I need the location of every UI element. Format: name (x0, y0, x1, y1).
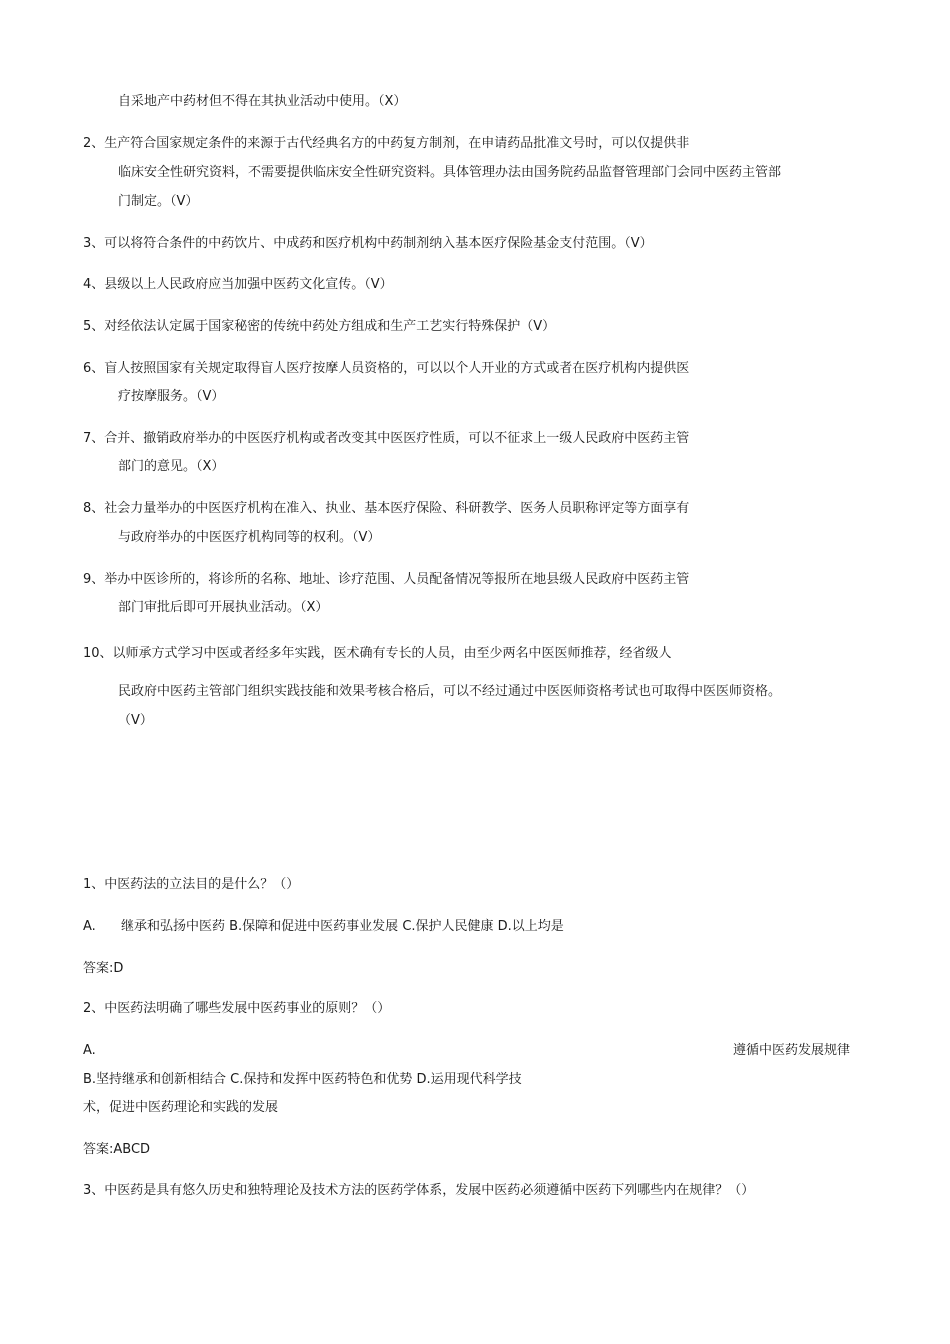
choice-q2-options-line-3: 术，促进中医药理论和实践的发展 (83, 1100, 279, 1115)
choice-q3-question: 3、中医药是具有悠久历史和独特理论及技术方法的医药学体系，发展中医药必须遵循中医药下列哪些内在规律？（） (83, 1183, 755, 1198)
judgement-item-2-line-2: 临床安全性研究资料，不需要提供临床安全性研究资料。具体管理办法由国务院药品监督管理部门会同中医药主管部 (118, 165, 782, 180)
judgement-item-6-line-2: 疗按摩服务。（V） (118, 389, 225, 404)
judgement-item-8-line-2: 与政府举办的中医医疗机构同等的权利。（V） (118, 530, 381, 545)
judgement-item-8-line-1: 8、社会力量举办的中医医疗机构在准入、执业、基本医疗保险、科研教学、医务人员职称评定等方面享有 (83, 501, 690, 516)
judgement-item-9-line-2: 部门审批后即可开展执业活动。（X） (118, 600, 329, 615)
judgement-item-2-line-1: 2、生产符合国家规定条件的来源于古代经典名方的中药复方制剂，在申请药品批准文号时，可以仅提供非 (83, 136, 690, 151)
judgement-item-4: 4、县级以上人民政府应当加强中医药文化宣传。（V） (83, 277, 393, 292)
choice-q1-option-a-label: A. (83, 919, 96, 934)
choice-q1-answer: 答案:D (83, 961, 124, 976)
judgement-item-3: 3、可以将符合条件的中药饮片、中成药和医疗机构中药制剂纳入基本医疗保险基金支付范围。（V） (83, 236, 653, 251)
choice-q2-answer: 答案:ABCD (83, 1142, 151, 1157)
judgement-item-5: 5、对经依法认定属于国家秘密的传统中药处方组成和生产工艺实行特殊保护（V） (83, 319, 556, 334)
choice-q2-option-a-label: A. (83, 1043, 96, 1058)
choice-q1-options: 继承和弘扬中医药 B.保障和促进中医药事业发展 C.保护人民健康 D.以上均是 (121, 919, 564, 934)
judgement-item-10-line-3: （V） (118, 713, 153, 728)
judgement-item-9-line-1: 9、举办中医诊所的，将诊所的名称、地址、诊疗范围、人员配备情况等报所在地县级人民政府中医药主管 (83, 572, 690, 587)
choice-q2-options-line-2: B.坚持继承和创新相结合 C.保持和发挥中医药特色和优势 D.运用现代科学技 (83, 1072, 522, 1087)
judgement-item-6-line-1: 6、盲人按照国家有关规定取得盲人医疗按摩人员资格的，可以以个人开业的方式或者在医疗机构内提供医 (83, 361, 690, 376)
judgement-item-2-line-3: 门制定。（V） (118, 194, 199, 209)
judgement-item-10-line-1: 10、以师承方式学习中医或者经多年实践，医术确有专长的人员，由至少两名中医医师推荐，经省级人 (83, 646, 672, 661)
judgement-item-7-line-2: 部门的意见。（X） (118, 459, 225, 474)
judgement-item-1-line-1: 自采地产中药材但不得在其执业活动中使用。（X） (118, 94, 407, 109)
judgement-item-10-line-2: 民政府中医药主管部门组织实践技能和效果考核合格后，可以不经过通过中医医师资格考试也可取得中医医师资格。 (118, 684, 782, 699)
choice-q2-question: 2、中医药法明确了哪些发展中医药事业的原则？（） (83, 1001, 391, 1016)
judgement-item-7-line-1: 7、合并、撤销政府举办的中医医疗机构或者改变其中医医疗性质，可以不征求上一级人民政府中医药主管 (83, 431, 690, 446)
choice-q2-option-a-text: 遵循中医药发展规律 (733, 1043, 851, 1058)
choice-q1-question: 1、中医药法的立法目的是什么？（） (83, 877, 300, 892)
